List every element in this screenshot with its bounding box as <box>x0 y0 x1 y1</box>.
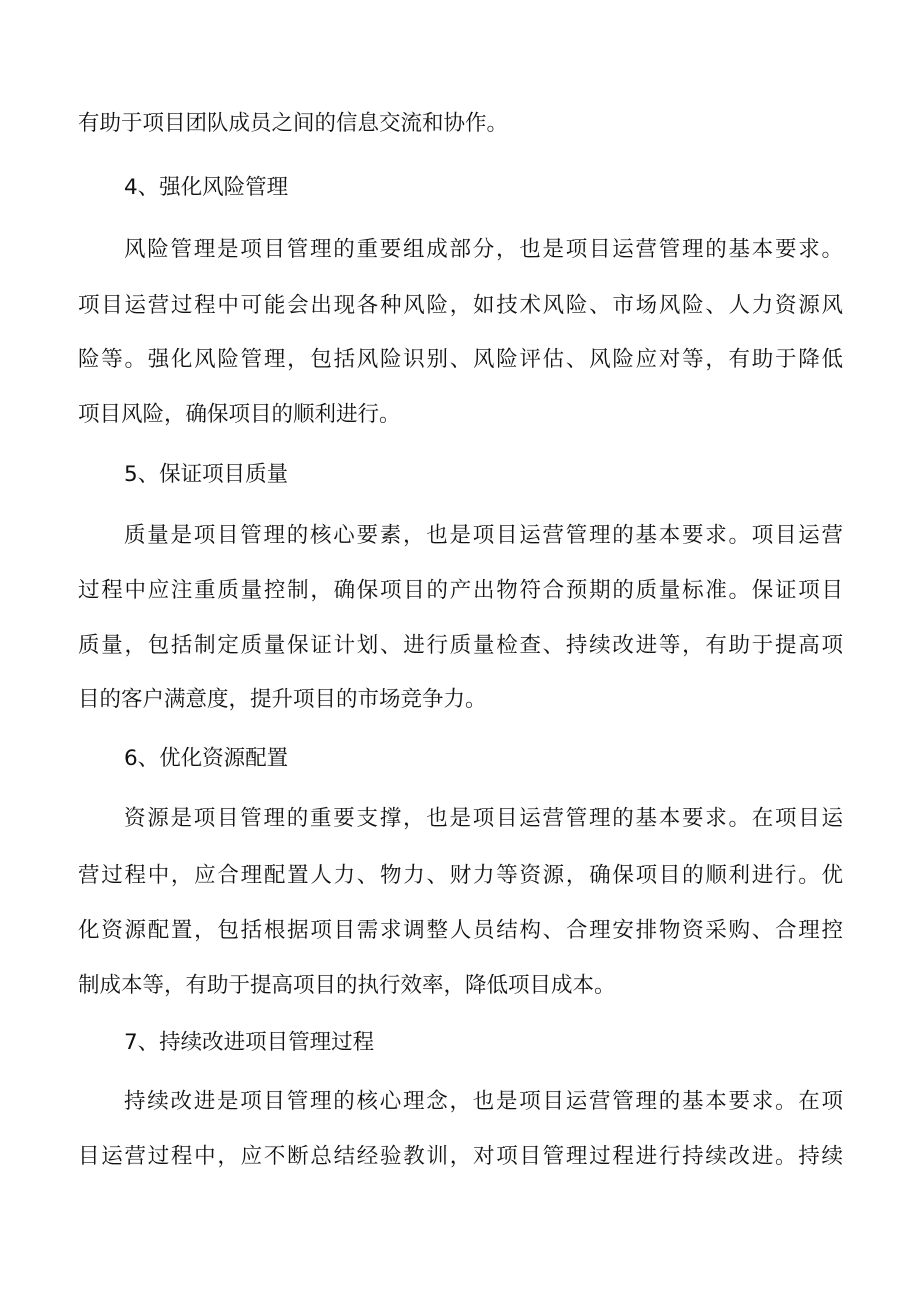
paragraph-line: 过程中应注重质量控制，确保项目的产出物符合预期的质量标准。保证项目 <box>78 578 843 603</box>
paragraph-line: 质量是项目管理的核心要素，也是项目运营管理的基本要求。项目运营 <box>124 523 843 548</box>
paragraph-line: 险等。强化风险管理，包括风险识别、风险评估、风险应对等，有助于降低 <box>78 347 843 372</box>
section-heading-4: 4、强化风险管理 <box>124 175 289 200</box>
section-heading-5: 5、保证项目质量 <box>124 462 289 487</box>
section-heading-7: 7、持续改进项目管理过程 <box>124 1030 375 1055</box>
paragraph-line: 项目运营过程中可能会出现各种风险，如技术风险、市场风险、人力资源风 <box>78 293 843 318</box>
paragraph-line: 质量，包括制定质量保证计划、进行质量检查、持续改进等，有助于提高项 <box>78 633 843 658</box>
section-heading-6: 6、优化资源配置 <box>124 746 289 771</box>
paragraph-line: 目运营过程中，应不断总结经验教训，对项目管理过程进行持续改进。持续 <box>78 1144 843 1169</box>
paragraph-line: 项目风险，确保项目的顺利进行。 <box>78 402 401 427</box>
paragraph-line: 风险管理是项目管理的重要组成部分，也是项目运营管理的基本要求。 <box>124 237 843 262</box>
paragraph-line: 有助于项目团队成员之间的信息交流和协作。 <box>78 111 509 136</box>
paragraph-line: 目的客户满意度，提升项目的市场竞争力。 <box>78 687 487 712</box>
paragraph-line: 持续改进是项目管理的核心理念，也是项目运营管理的基本要求。在项 <box>124 1089 843 1114</box>
paragraph-line: 制成本等，有助于提高项目的执行效率，降低项目成本。 <box>78 973 616 998</box>
paragraph-line: 资源是项目管理的重要支撑，也是项目运营管理的基本要求。在项目运 <box>124 806 843 831</box>
paragraph-line: 营过程中，应合理配置人力、物力、财力等资源，确保项目的顺利进行。优 <box>78 863 843 888</box>
paragraph-line: 化资源配置，包括根据项目需求调整人员结构、合理安排物资采购、合理控 <box>78 918 843 943</box>
